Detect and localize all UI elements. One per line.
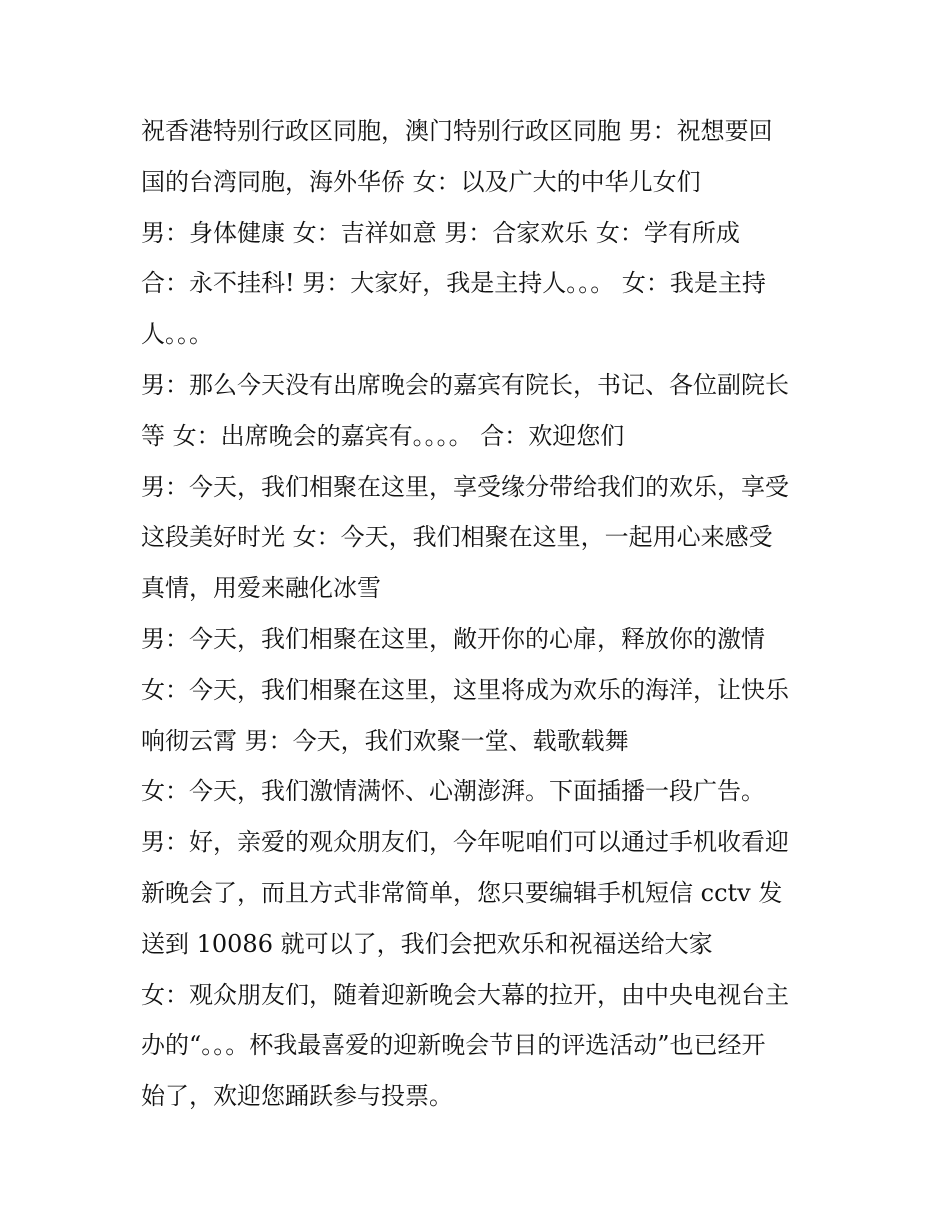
text-line: 这段美好时光 女：今天，我们相聚在这里，一起用心来感受 (141, 523, 773, 552)
text-line: 男：身体健康 女：吉祥如意 男：合家欢乐 女：学有所成 (141, 218, 740, 247)
text-line: 合：永不挂科! 男：大家好，我是主持人。。。 女：我是主持 (141, 269, 766, 298)
text-line: 男：好，亲爱的观众朋友们，今年呢咱们可以通过手机收看迎 (141, 828, 789, 857)
text-line: 响彻云霄 男：今天，我们欢聚一堂、载歌载舞 (141, 726, 629, 755)
text-line: 女：今天，我们相聚在这里，这里将成为欢乐的海洋，让快乐 (141, 675, 789, 704)
text-line: 男：那么今天没有出席晚会的嘉宾有院长，书记、各位副院长 (141, 370, 789, 399)
text-line: 始了，欢迎您踊跃参与投票。 (141, 1082, 453, 1111)
text-line: 国的台湾同胞，海外华侨 女：以及广大的中华儿女们 (141, 167, 701, 196)
text-line: 办的“。。。杯我最喜爱的迎新晚会节目的评选活动”也已经开 (141, 1031, 766, 1060)
text-line: 祝香港特别行政区同胞，澳门特别行政区同胞 男：祝想要回 (141, 117, 773, 145)
text-line: 送到 10086 就可以了，我们会把欢乐和祝福送给大家 (141, 929, 713, 958)
text-line: 新晚会了，而且方式非常简单，您只要编辑手机短信 cctv 发 (141, 878, 783, 907)
text-line: 男：今天，我们相聚在这里，敞开你的心扉，释放你的激情 (141, 624, 765, 653)
text-line: 女：今天，我们激情满怀、心潮澎湃。下面插播一段广告。 (141, 777, 765, 806)
text-line: 等 女：出席晚会的嘉宾有。。。。 合：欢迎您们 (141, 421, 625, 450)
text-line: 女：观众朋友们，随着迎新晚会大幕的拉开，由中央电视台主 (141, 980, 789, 1009)
text-line: 男：今天，我们相聚在这里，享受缘分带给我们的欢乐，享受 (141, 472, 789, 501)
text-line: 人。。。 (141, 320, 213, 349)
script-text (141, 106, 821, 1122)
text-line: 真情，用爱来融化冰雪 (141, 574, 381, 603)
